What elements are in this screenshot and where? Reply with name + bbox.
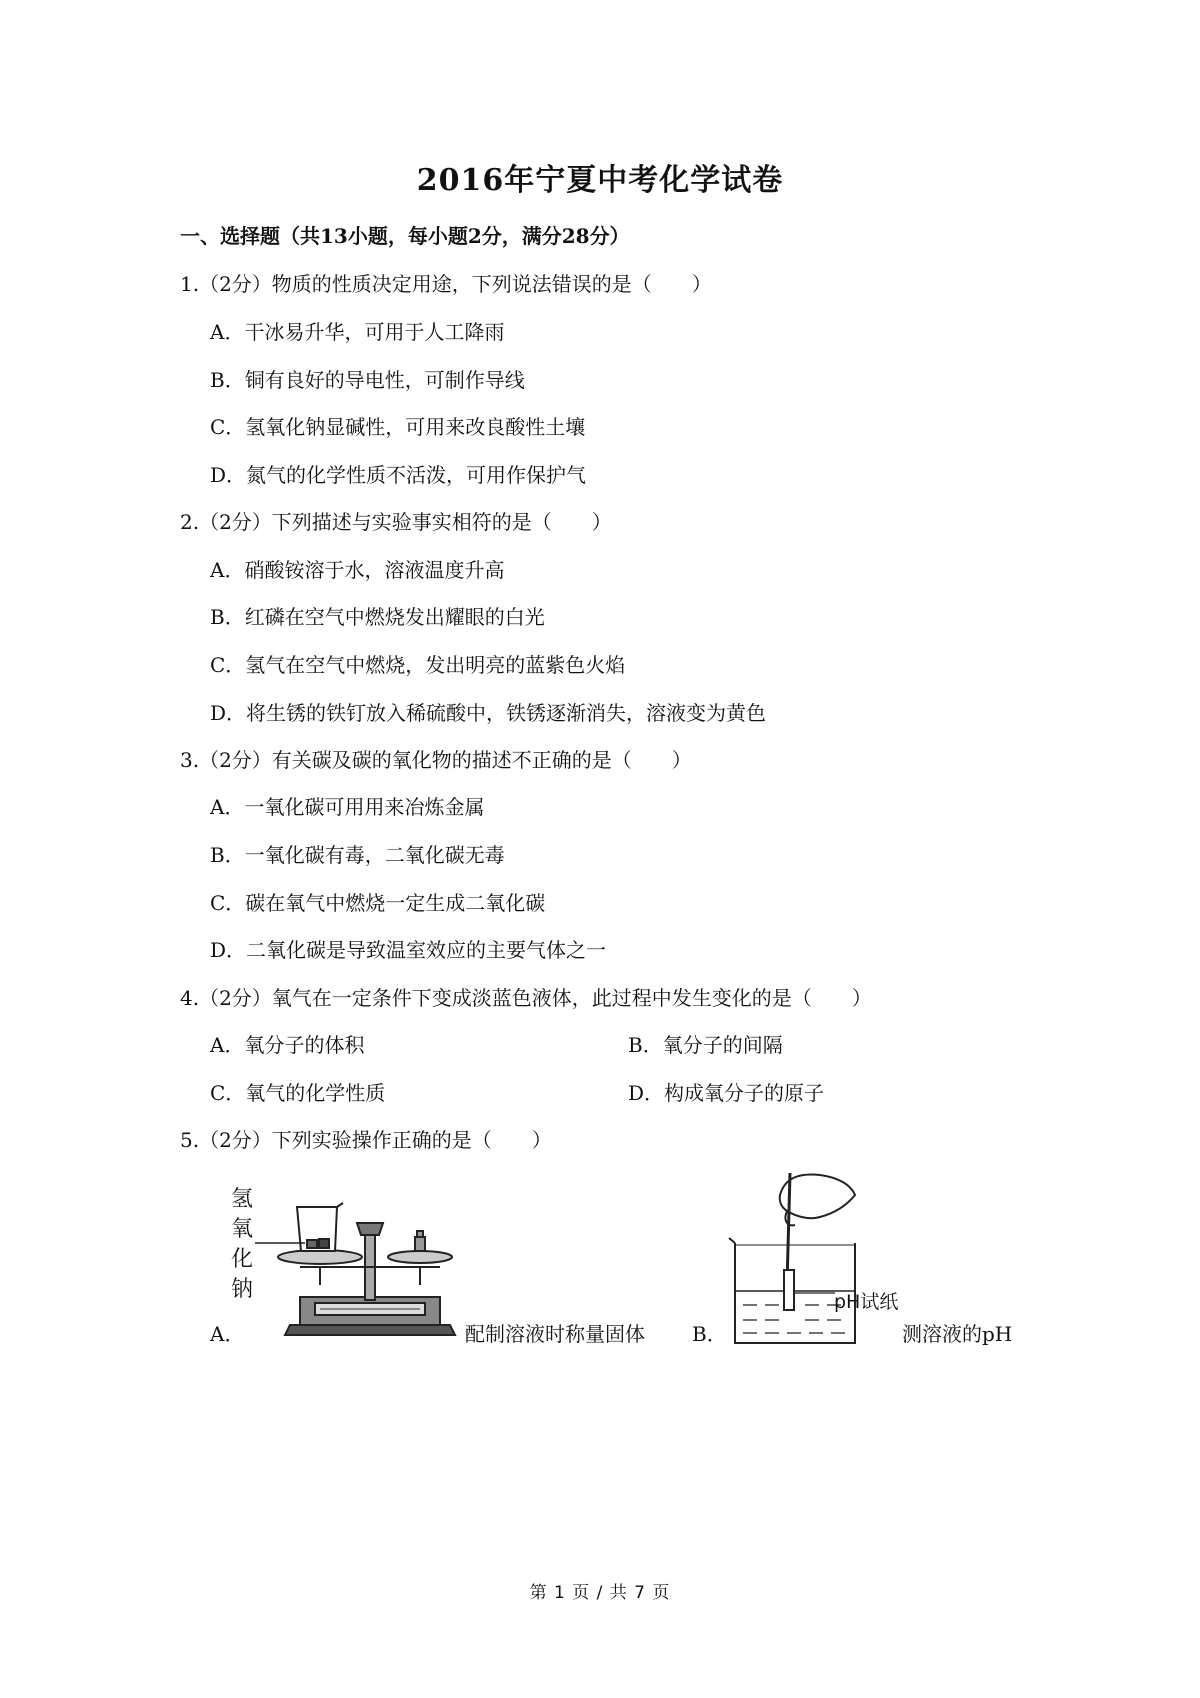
question-5-stem: 5.（2分）下列实验操作正确的是（ ） [180, 1128, 552, 1152]
question-2-option-c: C．氢气在空气中燃烧，发出明亮的蓝紫色火焰 [210, 653, 626, 677]
question-1-option-d: D．氮气的化学性质不活泼，可用作保护气 [210, 463, 587, 487]
question-2-option-d: D．将生锈的铁钉放入稀硫酸中，铁锈逐渐消失，溶液变为黄色 [210, 701, 767, 725]
section-heading: 一、选择题（共13小题，每小题2分，满分28分） [180, 224, 630, 248]
question-1-option-c: C．氢氧化钠显碱性，可用来改良酸性土壤 [210, 415, 586, 439]
balance-sodium-hydroxide-label: 氢 氧 化 钠 [230, 1187, 253, 1302]
question-1-option-b: B．铜有良好的导电性，可制作导线 [210, 368, 525, 392]
question-4-option-d: D．构成氧分子的原子 [628, 1081, 825, 1105]
question-3-stem: 3.（2分）有关碳及碳的氧化物的描述不正确的是（ ） [180, 748, 692, 772]
question-2-option-b: B．红磷在空气中燃烧发出耀眼的白光 [210, 605, 545, 629]
question-4-option-b: B．氧分子的间隔 [628, 1033, 783, 1057]
page-title: 2016年宁夏中考化学试卷 [416, 163, 784, 198]
question-5-option-a-letter: A． [210, 1322, 245, 1346]
question-4-option-a: A．氧分子的体积 [210, 1033, 365, 1057]
question-5-option-a-caption: 配制溶液时称量固体 [465, 1322, 645, 1346]
question-2-stem: 2.（2分）下列描述与实验事实相符的是（ ） [180, 510, 612, 534]
question-1-stem: 1.（2分）物质的性质决定用途，下列说法错误的是（ ） [180, 272, 712, 296]
ph-test-figure [725, 1165, 895, 1347]
balance-scale-figure [245, 1185, 470, 1340]
question-5-option-b-letter: B． [692, 1322, 727, 1346]
question-5-option-b-caption: 测溶液的pH [902, 1322, 1013, 1346]
question-4-option-c: C．氧气的化学性质 [210, 1081, 386, 1105]
question-3-option-c: C．碳在氧气中燃烧一定生成二氧化碳 [210, 891, 546, 915]
page-footer: 第 1 页 / 共 7 页 [529, 1583, 671, 1603]
question-3-option-d: D．二氧化碳是导致温室效应的主要气体之一 [210, 938, 607, 962]
question-3-option-a: A．一氧化碳可用用来冶炼金属 [210, 795, 485, 819]
question-4-stem: 4.（2分）氧气在一定条件下变成淡蓝色液体，此过程中发生变化的是（ ） [180, 986, 872, 1010]
question-3-option-b: B．一氧化碳有毒，二氧化碳无毒 [210, 843, 505, 867]
question-1-option-a: A．干冰易升华，可用于人工降雨 [210, 320, 505, 344]
question-2-option-a: A．硝酸铵溶于水，溶液温度升高 [210, 558, 505, 582]
ph-paper-label: pH试纸 [834, 1291, 899, 1313]
